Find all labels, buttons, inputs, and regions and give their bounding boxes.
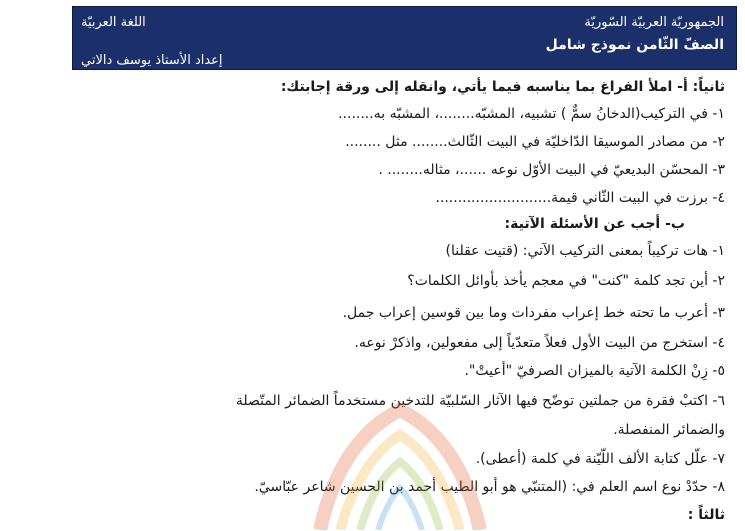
part-b-item-2: ٢- أين تجد كلمة "كنت" في معجم يأخذ بأوائل الكلمات؟: [407, 273, 725, 289]
part-a-item-3: ٣- المحسّن البديعيّ في البيت الأوّل نوعه ......، مثاله........ .: [378, 162, 725, 178]
subject-name: اللغة العربيّة: [81, 15, 146, 30]
part-b-item-5: ٥- زِنْ الكلمة الآتية بالميزان الصرفيّ "أعيتْ".: [464, 363, 725, 379]
country-name: الجمهوريّة العربيّة السّوريّة: [584, 15, 724, 30]
part-b-item-8: ٨- حدّدْ نوع اسم العلم في: (المتنبّي هو أبو الطيب أحمد بن الحسين شاعر عبّاسيّ.: [254, 479, 725, 495]
header-row-bottom: [73, 51, 736, 71]
header-row-top: [73, 13, 736, 33]
part-b-title: ب- أجب عن الأسئلة الآتية:: [504, 216, 685, 232]
part-a-item-1: ١- في التركيب(الدخانُ سمٌّ ) تشبيه، المشبّه........، المشبّه به........: [338, 106, 725, 122]
part-b-item-3: ٣- أعرب ما تحته خط إعراب مفردات وما بين قوسين إعراب جمل.: [342, 305, 725, 321]
exam-header: [72, 6, 737, 70]
part-b-item-4: ٤- استخرج من البيت الأول فعلاً متعدّياً إلى مفعولين، واذكرْ نوعه.: [354, 335, 725, 351]
part-a-title: ثانياً: أ- املأ الفراغ بما يناسبه فيما يأتي، وانقله إلى ورقة إجابتك:: [280, 79, 725, 95]
part-b-item-6-cont: والضمائر المنفصلة.: [613, 422, 725, 438]
part-b-item-7: ٧- علّل كتابة الألف اللّيّنة في كلمة (أعطى).: [475, 451, 725, 467]
part-a-item-2: ٢- من مصادر الموسيقا الدّاخليّة في البيت الثّالث........ مثل ........: [345, 134, 725, 150]
prepared-by: إعداد الأستاذ يوسف دالاتي: [81, 53, 223, 68]
part-a-item-4: ٤- برزت في البيت الثّاني قيمة..........................: [435, 190, 725, 206]
section-three-title: ثالثاً :: [687, 507, 725, 523]
part-b-item-6: ٦- اكتبْ فقرة من جملتين توضّح فيها الآثار السّلبيّة للتدخين مستخدماً الضمائر المتّصلة: [235, 393, 725, 409]
model-label: نموذج شامل: [545, 37, 632, 53]
part-b-item-1: ١- هات تركيباً بمعنى التركيب الآتي: (قتيت عقلنا): [445, 243, 725, 259]
grade-label: الصفّ الثّامن: [636, 37, 724, 53]
